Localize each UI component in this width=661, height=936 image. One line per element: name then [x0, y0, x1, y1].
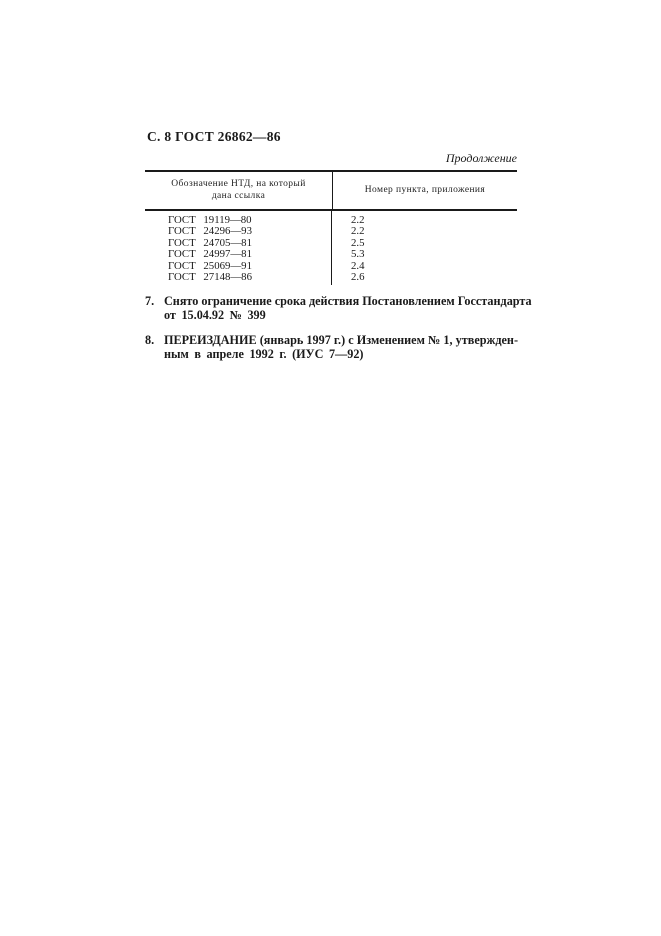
- paragraph-8-number: 8.: [145, 333, 155, 347]
- table-row-clause: 2.4: [351, 259, 365, 272]
- col2-header-line: Номер пункта, приложения: [364, 184, 486, 195]
- table-row-ref: ГОСТ 24997—81: [168, 248, 252, 261]
- table-row-ref: ГОСТ 24705—81: [168, 236, 252, 249]
- paragraph-7-line2: от 15.04.92 № 399: [164, 308, 266, 322]
- table-row-ref: ГОСТ 27148—86: [168, 271, 252, 284]
- table-col1-header: [145, 172, 333, 209]
- paragraph-8-line1: ПЕРЕИЗДАНИЕ (январь 1997 г.) с Изменением № 1, утвержден-: [164, 333, 518, 347]
- table-row-ref: ГОСТ 19119—80: [168, 214, 252, 226]
- paragraph-8-text: [164, 333, 518, 361]
- table-col2-header: [333, 172, 517, 209]
- paragraph-7-line1: Снято ограничение срока действия Постановлением Госстандарта: [164, 294, 532, 308]
- table-body: [145, 211, 517, 285]
- continuation-label: Продолжение: [445, 151, 517, 165]
- table-row-clause: 2.2: [351, 225, 365, 238]
- paragraph-7: [145, 294, 532, 322]
- table-ref-column: [145, 211, 332, 285]
- table-row-clause: 2.2: [351, 214, 365, 226]
- col1-header-line2: дана ссылка: [211, 190, 266, 201]
- col1-header-line1: Обозначение НТД, на который: [171, 179, 306, 189]
- table-row-clause: 2.5: [351, 236, 365, 249]
- paragraph-7-number: 7.: [145, 294, 155, 308]
- table-row-clause: 2.6: [351, 271, 365, 284]
- paragraph-8-line2: ным в апреле 1992 г. (ИУС 7—92): [164, 347, 364, 361]
- paragraph-7-text: [164, 294, 532, 322]
- table-row-ref: ГОСТ 24296—93: [168, 225, 252, 238]
- paragraph-8: [145, 333, 518, 361]
- page-title: С. 8 ГОСТ 26862—86: [147, 129, 281, 144]
- table-row-ref: ГОСТ 25069—91: [168, 259, 252, 272]
- table-header-row: [145, 170, 517, 211]
- table-clause-column: [332, 211, 517, 285]
- references-table: [145, 170, 517, 285]
- table-row-clause: 5.3: [351, 248, 365, 261]
